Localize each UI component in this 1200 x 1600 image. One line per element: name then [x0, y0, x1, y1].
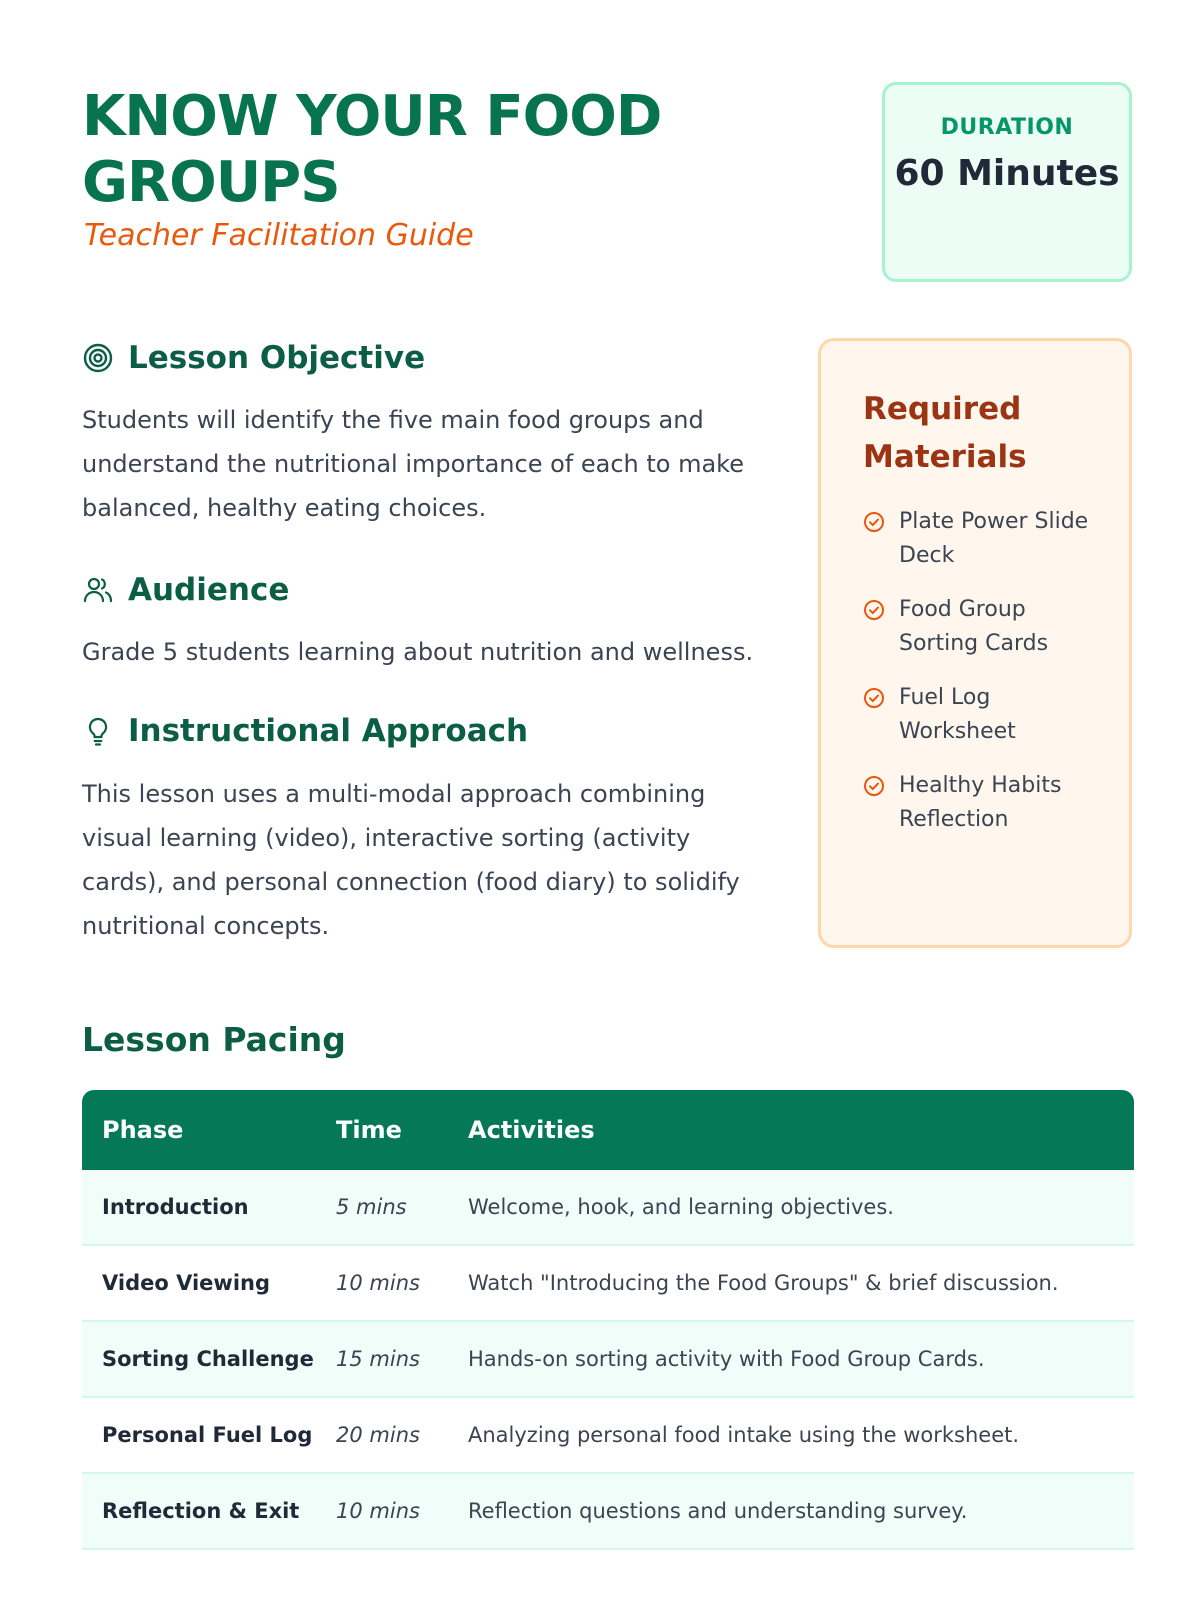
materials-list [863, 505, 1129, 837]
approach-heading-text: Instructional Approach [128, 713, 529, 749]
table-row [82, 1474, 1134, 1550]
audience-heading-text: Audience [128, 572, 290, 608]
duration-label: DURATION [940, 115, 1074, 140]
lightbulb-icon [82, 715, 114, 747]
phase-cell: Personal Fuel Log [102, 1423, 313, 1447]
objective-heading-text: Lesson Objective [128, 340, 426, 376]
time-cell: 10 mins [336, 1499, 420, 1523]
column-header-phase: Phase [102, 1116, 184, 1144]
activity-cell: Watch "Introducing the Food Groups" & brief discussion. [468, 1271, 1059, 1295]
table-row [82, 1322, 1134, 1398]
duration-card [882, 82, 1132, 282]
time-cell: 5 mins [336, 1195, 407, 1219]
audience-heading [82, 572, 289, 608]
material-label: Plate Power Slide Deck [899, 509, 1089, 568]
material-label: Healthy Habits Reflection [899, 773, 1062, 832]
phase-cell: Video Viewing [102, 1271, 270, 1295]
activity-cell: Hands-on sorting activity with Food Group Cards. [468, 1347, 985, 1371]
users-icon [82, 574, 114, 606]
table-header [82, 1090, 1134, 1170]
activity-cell: Reflection questions and understanding survey. [468, 1499, 968, 1523]
column-header-activities: Activities [468, 1116, 595, 1144]
time-cell: 10 mins [336, 1271, 420, 1295]
pacing-table [82, 1090, 1134, 1550]
material-label: Food Group Sorting Cards [899, 597, 1049, 656]
activity-cell: Welcome, hook, and learning objectives. [468, 1195, 894, 1219]
table-row [82, 1398, 1134, 1474]
check-circle-icon [863, 599, 885, 621]
audience-body: Grade 5 students learning about nutrition and wellness. [82, 638, 754, 666]
time-cell: 20 mins [336, 1423, 420, 1447]
target-icon [82, 342, 114, 374]
materials-heading: Required Materials [863, 391, 1027, 475]
approach-body: This lesson uses a multi-modal approach combining visual learning (video), interactive sorting (activity cards), and personal connection (food diary) to solidify nutritional concepts. [82, 780, 740, 940]
objective-body: Students will identify the five main food groups and understand the nutritional importance of each to make balanced, healthy eating choices. [82, 406, 744, 522]
time-cell: 15 mins [336, 1347, 420, 1371]
objective-heading [82, 340, 425, 376]
table-row [82, 1170, 1134, 1246]
check-circle-icon [863, 511, 885, 533]
duration-value: 60 Minutes [894, 153, 1120, 194]
list-item [863, 505, 1129, 573]
phase-cell: Introduction [102, 1195, 249, 1219]
material-label: Fuel Log Worksheet [899, 685, 1016, 744]
list-item [863, 593, 1129, 661]
table-row [82, 1246, 1134, 1322]
pacing-title: Lesson Pacing [82, 1020, 346, 1059]
page-title: KNOW YOUR FOOD GROUPS [82, 84, 662, 215]
check-circle-icon [863, 687, 885, 709]
materials-card [818, 338, 1132, 948]
approach-heading [82, 713, 528, 749]
activity-cell: Analyzing personal food intake using the worksheet. [468, 1423, 1020, 1447]
page-subtitle: Teacher Facilitation Guide [84, 218, 474, 253]
check-circle-icon [863, 775, 885, 797]
list-item [863, 769, 1129, 837]
column-header-time: Time [336, 1116, 402, 1144]
list-item [863, 681, 1129, 749]
phase-cell: Sorting Challenge [102, 1347, 314, 1371]
phase-cell: Reflection & Exit [102, 1499, 300, 1523]
